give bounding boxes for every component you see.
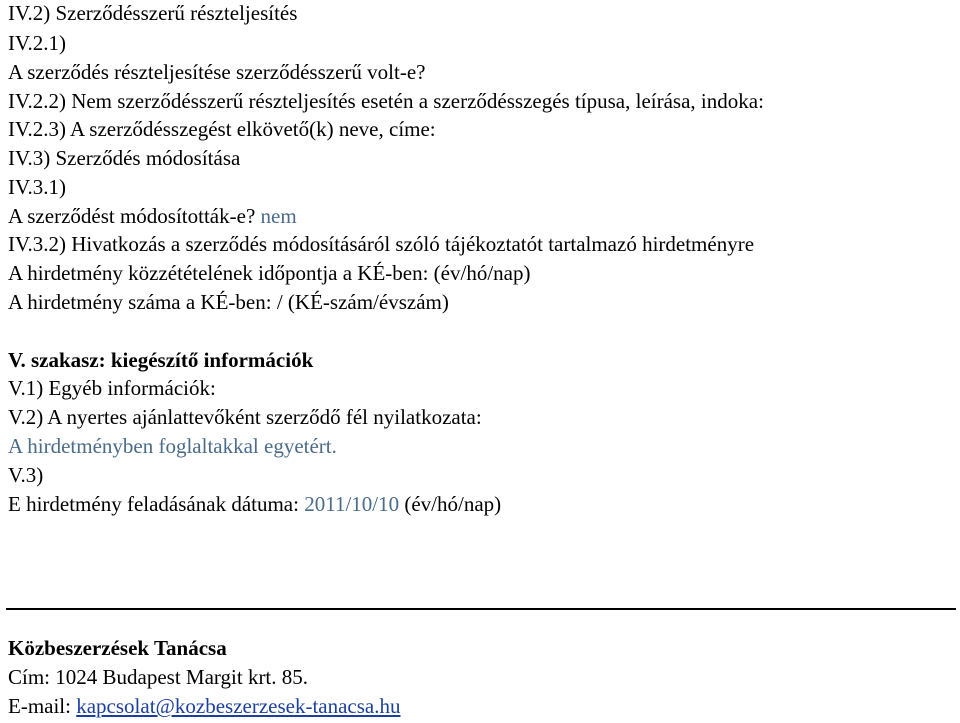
publication-date-line: A hirdetmény közzétételének időpontja a KÉ-ben: (év/hó/nap) [8,261,531,285]
section-iv2-1-question: A szerződés részteljesítése szerződésszerű volt-e? [8,60,426,84]
section-iv2-2-question: IV.2.2) Nem szerződésszerű részteljesítés esetén a szerződésszegés típusa, leírása, indoka: [8,89,764,113]
dispatch-date-value: 2011/10/10 [304,492,400,516]
section-iv3-1-row [8,204,297,228]
footer-email-label: E-mail: [8,694,71,718]
section-v3-number: V.3) [8,463,44,487]
section-iv2-heading: IV.2) Szerződésszerű részteljesítés [8,1,298,25]
dispatch-date-label: E hirdetmény feladásának dátuma: [8,492,299,516]
notice-number-line: A hirdetmény száma a KÉ-ben: / (KÉ-szám/évszám) [8,290,449,314]
section-iv3-1-number: IV.3.1) [8,175,66,199]
section-iv2-3-question: IV.2.3) A szerződésszegést elkövető(k) neve, címe: [8,117,436,141]
section-v3-row [8,492,501,516]
footer-divider [6,608,956,610]
dispatch-date-format: (év/hó/nap) [404,492,502,516]
footer-address: Cím: 1024 Budapest Margit krt. 85. [8,665,309,689]
section-iv3-1-value: nem [260,204,297,228]
section-v2-text: V.2) A nyertes ajánlattevőként szerződő fél nyilatkozata: [8,405,482,429]
section-iv3-heading: IV.3) Szerződés módosítása [8,146,241,170]
section-v1-text: V.1) Egyéb információk: [8,376,216,400]
footer-email-row [8,694,401,718]
section-v2-value: A hirdetményben foglaltakkal egyetért. [8,434,337,458]
section-iv2-1-number: IV.2.1) [8,31,66,55]
footer-email-link[interactable]: kapcsolat@kozbeszerzesek-tanacsa.hu [76,694,401,718]
footer-org-name: Közbeszerzések Tanácsa [8,636,227,660]
section-iv3-2-question: IV.3.2) Hivatkozás a szerződés módosításáról szóló tájékoztatót tartalmazó hirdetményre [8,232,755,256]
section-v-heading: V. szakasz: kiegészítő információk [8,348,314,372]
section-iv3-1-label: A szerződést módosították-e? [8,204,256,228]
